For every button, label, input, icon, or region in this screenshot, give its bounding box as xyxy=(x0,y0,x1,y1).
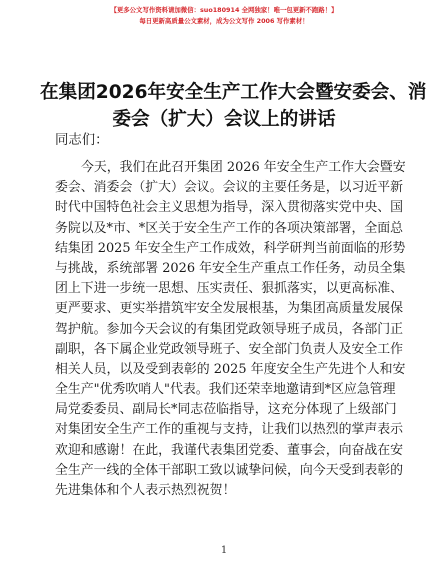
paragraph-line: 全生产一线的全体干部职工致以诚挚问候，向今天受到表彰的 xyxy=(55,462,404,478)
speech-paragraph xyxy=(55,158,406,501)
paragraph-line: 与挑战，系统部署 2026 年安全生产重点工作任务，动员全集 xyxy=(55,260,406,276)
paragraph-line: 先进集体和个人表示热烈祝贺！ xyxy=(55,483,236,498)
paragraph-line: 委会、消委会（扩大）会议。会议的主要任务是，以习近平新 xyxy=(55,180,404,196)
salutation: 同志们： xyxy=(55,133,109,148)
document-title-line-2: 委会（扩大）会议上的讲话 xyxy=(112,109,336,130)
paragraph-line: 全生产"优秀吹哨人"代表。我们还荣幸地邀请到*区应急管理 xyxy=(55,382,396,398)
paragraph-line: 务院以及*市、*区关于安全生产工作的各项决策部署，全面总 xyxy=(55,220,404,236)
paragraph-line: 结集团 2025 年安全生产工作成效，科学研判当前面临的形势 xyxy=(55,240,406,256)
paragraph-line: 团上下进一步统一思想、压实责任、狠抓落实，以更高标准、 xyxy=(55,281,404,297)
promo-banner-line-2: 每日更新高质量公文素材，成为公文写作 2006 写作素材！ xyxy=(139,17,309,25)
promo-banner-line-1: 【更多公文写作资料请加微信：suo180914 全网独家！唯一包更新不跑路！】 xyxy=(110,6,338,14)
page-number: 1 xyxy=(220,545,228,556)
paragraph-line: 相关人员，以及受到表彰的 2025 年度安全生产先进个人和安 xyxy=(55,361,406,377)
paragraph-line: 今天，我们在此召开集团 2026 年安全生产工作大会暨安 xyxy=(81,160,406,175)
paragraph-line: 驾护航。参加今天会议的有集团党政领导班子成员，各部门正 xyxy=(55,321,404,337)
document-title-line-1: 在集团2026年安全生产工作大会暨安委会、消 xyxy=(40,82,427,103)
paragraph-line: 对集团安全生产工作的重视与支持，让我们以热烈的掌声表示 xyxy=(55,422,404,438)
document-title xyxy=(40,79,427,133)
paragraph-line: 局党委委员、副局长*同志莅临指导，这充分体现了上级部门 xyxy=(55,402,397,418)
paragraph-line: 更严要求、更实举措筑牢安全发展根基，为集团高质量发展保 xyxy=(55,301,404,317)
promo-banner xyxy=(0,5,448,27)
paragraph-line: 欢迎和感谢！在此，我谨代表集团党委、董事会，向奋战在安 xyxy=(55,442,404,458)
paragraph-line: 副职，各下属企业党政领导班子、安全部门负责人及安全工作 xyxy=(55,341,404,357)
paragraph-line: 时代中国特色社会主义思想为指导，深入贯彻落实党中央、国 xyxy=(55,200,404,216)
